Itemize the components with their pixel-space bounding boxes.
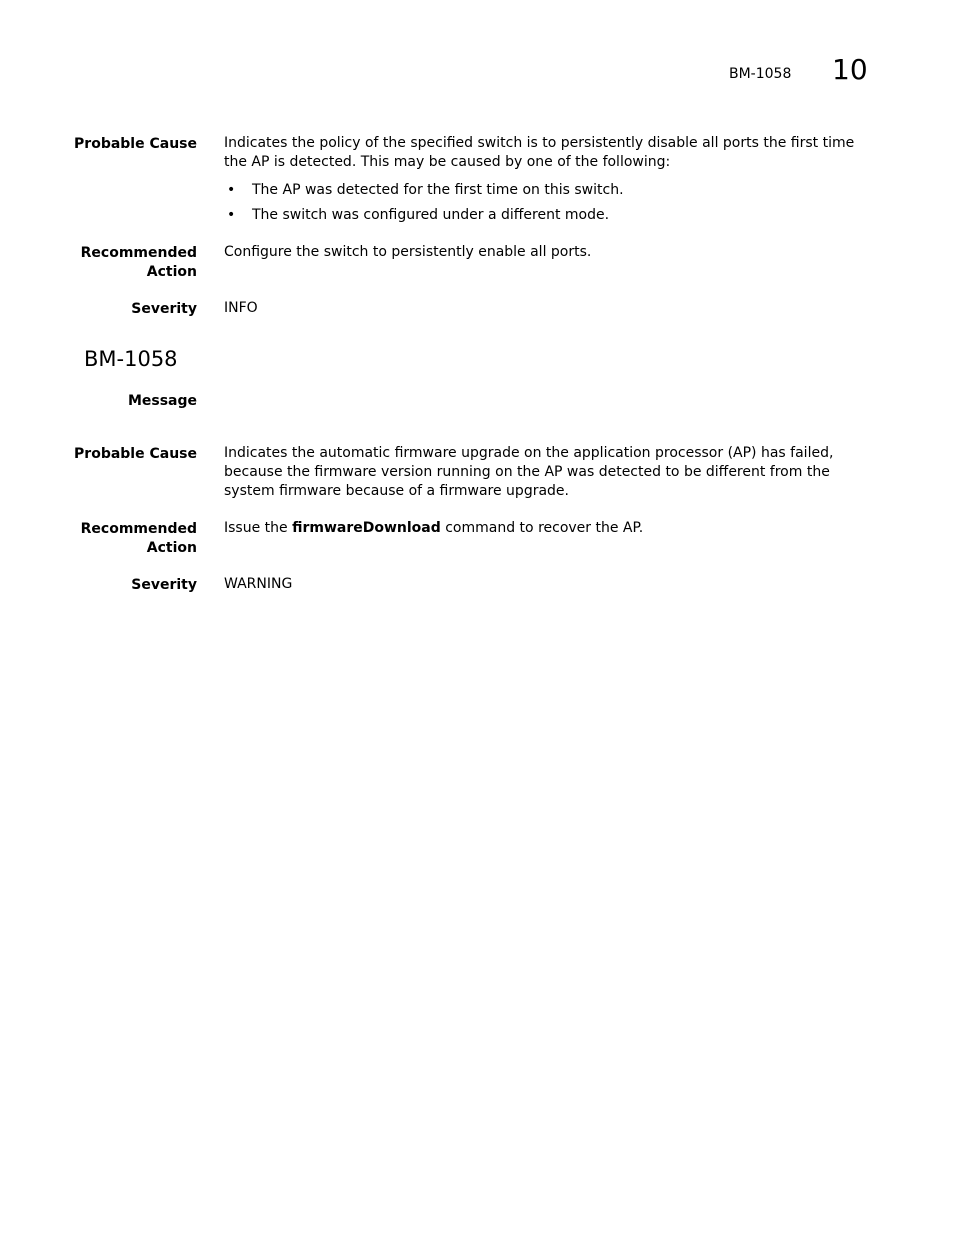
prev-recommended-action-label (57, 244, 197, 282)
bullet-text: The AP was detected for the first time on this switch. (252, 182, 624, 198)
recommended-action-label (57, 520, 197, 558)
header-section-ref: BM-1058 (729, 66, 792, 82)
prev-probable-cause-label: Probable Cause (74, 136, 197, 152)
probable-cause-label: Probable Cause (74, 446, 197, 462)
bullet-icon: • (227, 207, 236, 223)
probable-cause-text: Indicates the automatic firmware upgrade on the application processor (AP) has failed, because the firmware version running on the AP was detected to be different from the system firmware because of a firmware upgrade. (224, 445, 834, 499)
prev-recommended-label-line1: Recommended (80, 245, 197, 261)
prev-cause-bullet-list (224, 181, 872, 231)
entry-heading: BM-1058 (84, 347, 178, 371)
prev-recommended-action-text: Configure the switch to persistently enable all ports. (224, 244, 592, 260)
severity-value: WARNING (224, 576, 293, 592)
prev-severity-label: Severity (131, 301, 197, 317)
severity-label: Severity (131, 577, 197, 593)
bullet-text: The switch was configured under a different mode. (252, 207, 610, 223)
recommended-label-line1: Recommended (80, 521, 197, 537)
bullet-icon: • (227, 182, 236, 198)
prev-probable-cause-text: Indicates the policy of the specified switch is to persistently disable all ports the first time the AP is detected. This may be caused by one of the following: (224, 135, 855, 170)
recommended-prefix: Issue the (224, 520, 293, 536)
message-label: Message (127, 393, 197, 409)
list-item (224, 206, 872, 231)
recommended-action-text (224, 519, 872, 538)
prev-recommended-label-line2: Action (146, 264, 197, 280)
list-item (224, 181, 872, 206)
prev-severity-value: INFO (224, 300, 258, 316)
header-chapter-number: 10 (832, 53, 868, 86)
recommended-suffix: command to recover the AP. (440, 520, 644, 536)
recommended-label-line2: Action (146, 540, 197, 556)
firmware-download-command: firmwareDownload (292, 520, 441, 536)
